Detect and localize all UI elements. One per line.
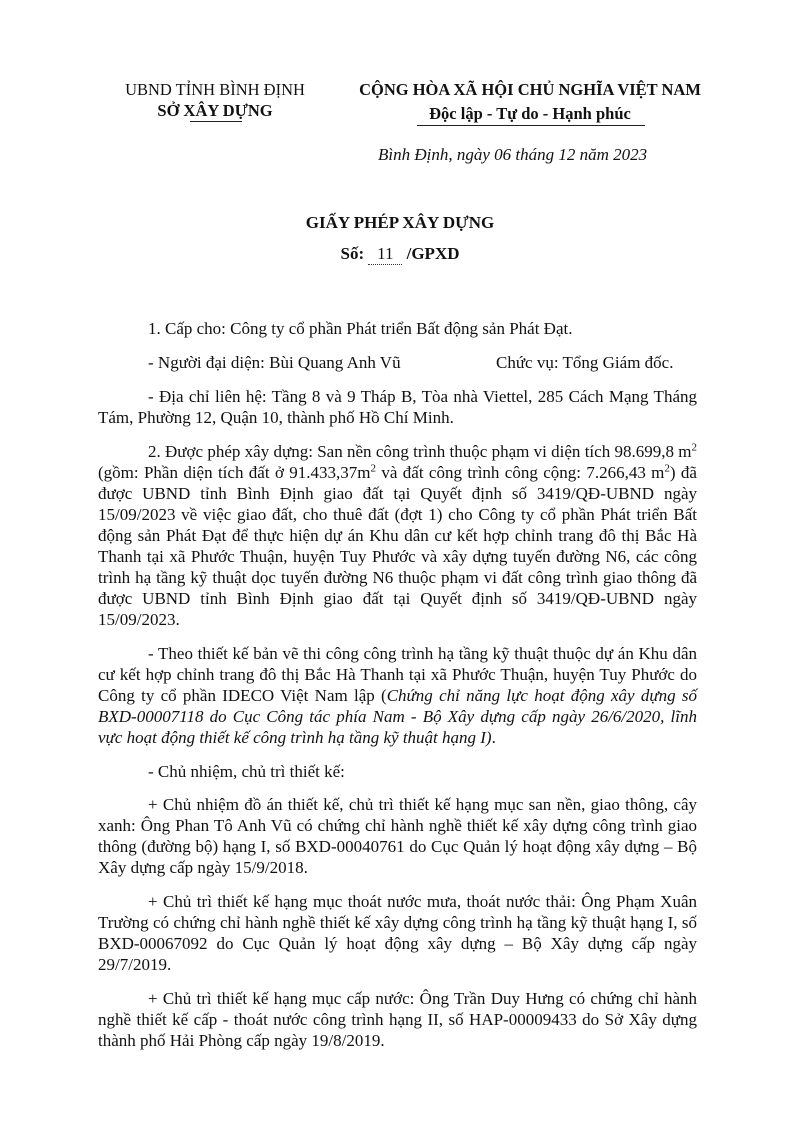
design-lead-3: + Chủ trì thiết kế hạng mục cấp nước: Ông Trần Duy Hưng có chứng chỉ hành nghề thiết kế cấp - thoát nước công trình hạng II, số HAP-00009433 do Sở Xây dựng thành phố Hải Phòng cấp ngày 19/8/2019. [98,989,697,1050]
grantee-line: 1. Cấp cho: Công ty cổ phần Phát triển Bất động sản Phát Đạt. [148,319,573,338]
permit-text-a: 2. Được phép xây dựng: San nền công trình thuộc phạm vi diện tích 98.699,8 m [148,442,692,461]
design-end: . [491,728,496,747]
representative-line [148,352,697,373]
nation-name: CỘNG HÒA XÃ HỘI CHỦ NGHĨA VIỆT NAM [359,80,701,99]
design-lead-heading: - Chủ nhiệm, chủ trì thiết kế: [148,762,345,781]
permit-text-b: (gồm: Phần diện tích đất ở 91.433,37m [98,463,371,482]
area-unit-sup-3: 2 [664,462,670,475]
national-motto [330,80,730,124]
permit-number-prefix: Số: [340,244,369,263]
area-unit-sup-2: 2 [370,462,377,475]
contact-address: - Địa chỉ liên hệ: Tầng 8 và 9 Tháp B, Tòa nhà Viettel, 285 Cách Mạng Tháng Tám, Phường 12, Quận 10, thành phố Hồ Chí Minh. [98,387,697,427]
permit-text-d: ) đã được UBND tỉnh Bình Định giao đất tại Quyết định số 3419/QĐ-UBND ngày 15/09/2023 về việc giao đất, cho thuê đất (đợt 1) cho Công ty cổ phần Phát triển Bất động sản Phát Đạt để thực hiện dự án Khu dân cư kết hợp chỉnh trang đô thị Bắc Hà Thanh tại xã Phước Thuận, huyện Tuy Phước và xây dựng tuyến đường N6, các công trình hạ tầng kỹ thuật dọc tuyến đường N6 thuộc phạm vi đất công trình giao thông đã được UBND tỉnh Bình Định giao đất tại Quyết định số 3419/QĐ-UBND ngày 15/09/2023. [98,463,697,629]
permitted-scope [98,441,697,630]
agency-province: UBND TỈNH BÌNH ĐỊNH [125,80,305,99]
document-body [98,318,697,1064]
permit-text-c: và đất công trình công cộng: 7.266,43 m [376,463,665,482]
motto-underline [417,125,645,126]
permit-number-suffix: /GPXD [402,244,460,263]
area-unit-sup-1: 2 [691,441,697,454]
agency-department: SỞ XÂY DỰNG [157,100,273,120]
design-text: - Theo thiết kế bản vẽ thi công công trình hạ tầng kỹ thuật thuộc dự án Khu dân cư kết hợp chỉnh trang đô thị Bắc Hà Thanh tại xã Phước Thuận, huyện Tuy Phước do Công ty cổ phần IDECO Việt Nam lập ( [98,644,697,705]
representative-position: Chức vụ: Tổng Giám đốc. [496,353,674,372]
issue-date: Bình Định, ngày 06 tháng 12 năm 2023 [378,145,648,164]
design-basis [98,643,697,748]
document-header [0,80,800,140]
design-certificate: Chứng chỉ năng lực hoạt động xây dựng số BXD-00007118 do Cục Công tác phía Nam - Bộ Xây dựng cấp ngày 26/6/2020, lĩnh vực hoạt động thiết kế công trình hạ tầng kỹ thuật hạng I) [98,686,697,747]
design-lead-1: + Chủ nhiệm đồ án thiết kế, chủ trì thiết kế hạng mục san nền, giao thông, cây xanh: Ông Phan Tô Anh Vũ có chứng chỉ hành nghề thiết kế xây dựng công trình giao thông (đường bộ) hạng I, số BXD-00040761 do Cục Quản lý hoạt động xây dựng – Bộ Xây dựng cấp ngày 15/9/2018. [98,795,697,877]
permit-number [0,244,800,265]
nation-motto: Độc lập - Tự do - Hạnh phúc [429,103,631,123]
design-lead-2: + Chủ trì thiết kế hạng mục thoát nước mưa, thoát nước thải: Ông Phạm Xuân Trường có chứng chỉ hành nghề thiết kế xây dựng công trình hạ tầng kỹ thuật hạng I, số BXD-00067092 do Cục Quản lý hoạt động xây dựng – Bộ Xây dựng cấp ngày 29/7/2019. [98,892,697,974]
document-title: GIẤY PHÉP XÂY DỰNG [305,213,495,232]
representative-name: - Người đại diện: Bùi Quang Anh Vũ [148,353,401,372]
issuing-agency [100,80,330,121]
agency-underline [190,121,242,122]
permit-number-value: 11 [368,244,402,265]
